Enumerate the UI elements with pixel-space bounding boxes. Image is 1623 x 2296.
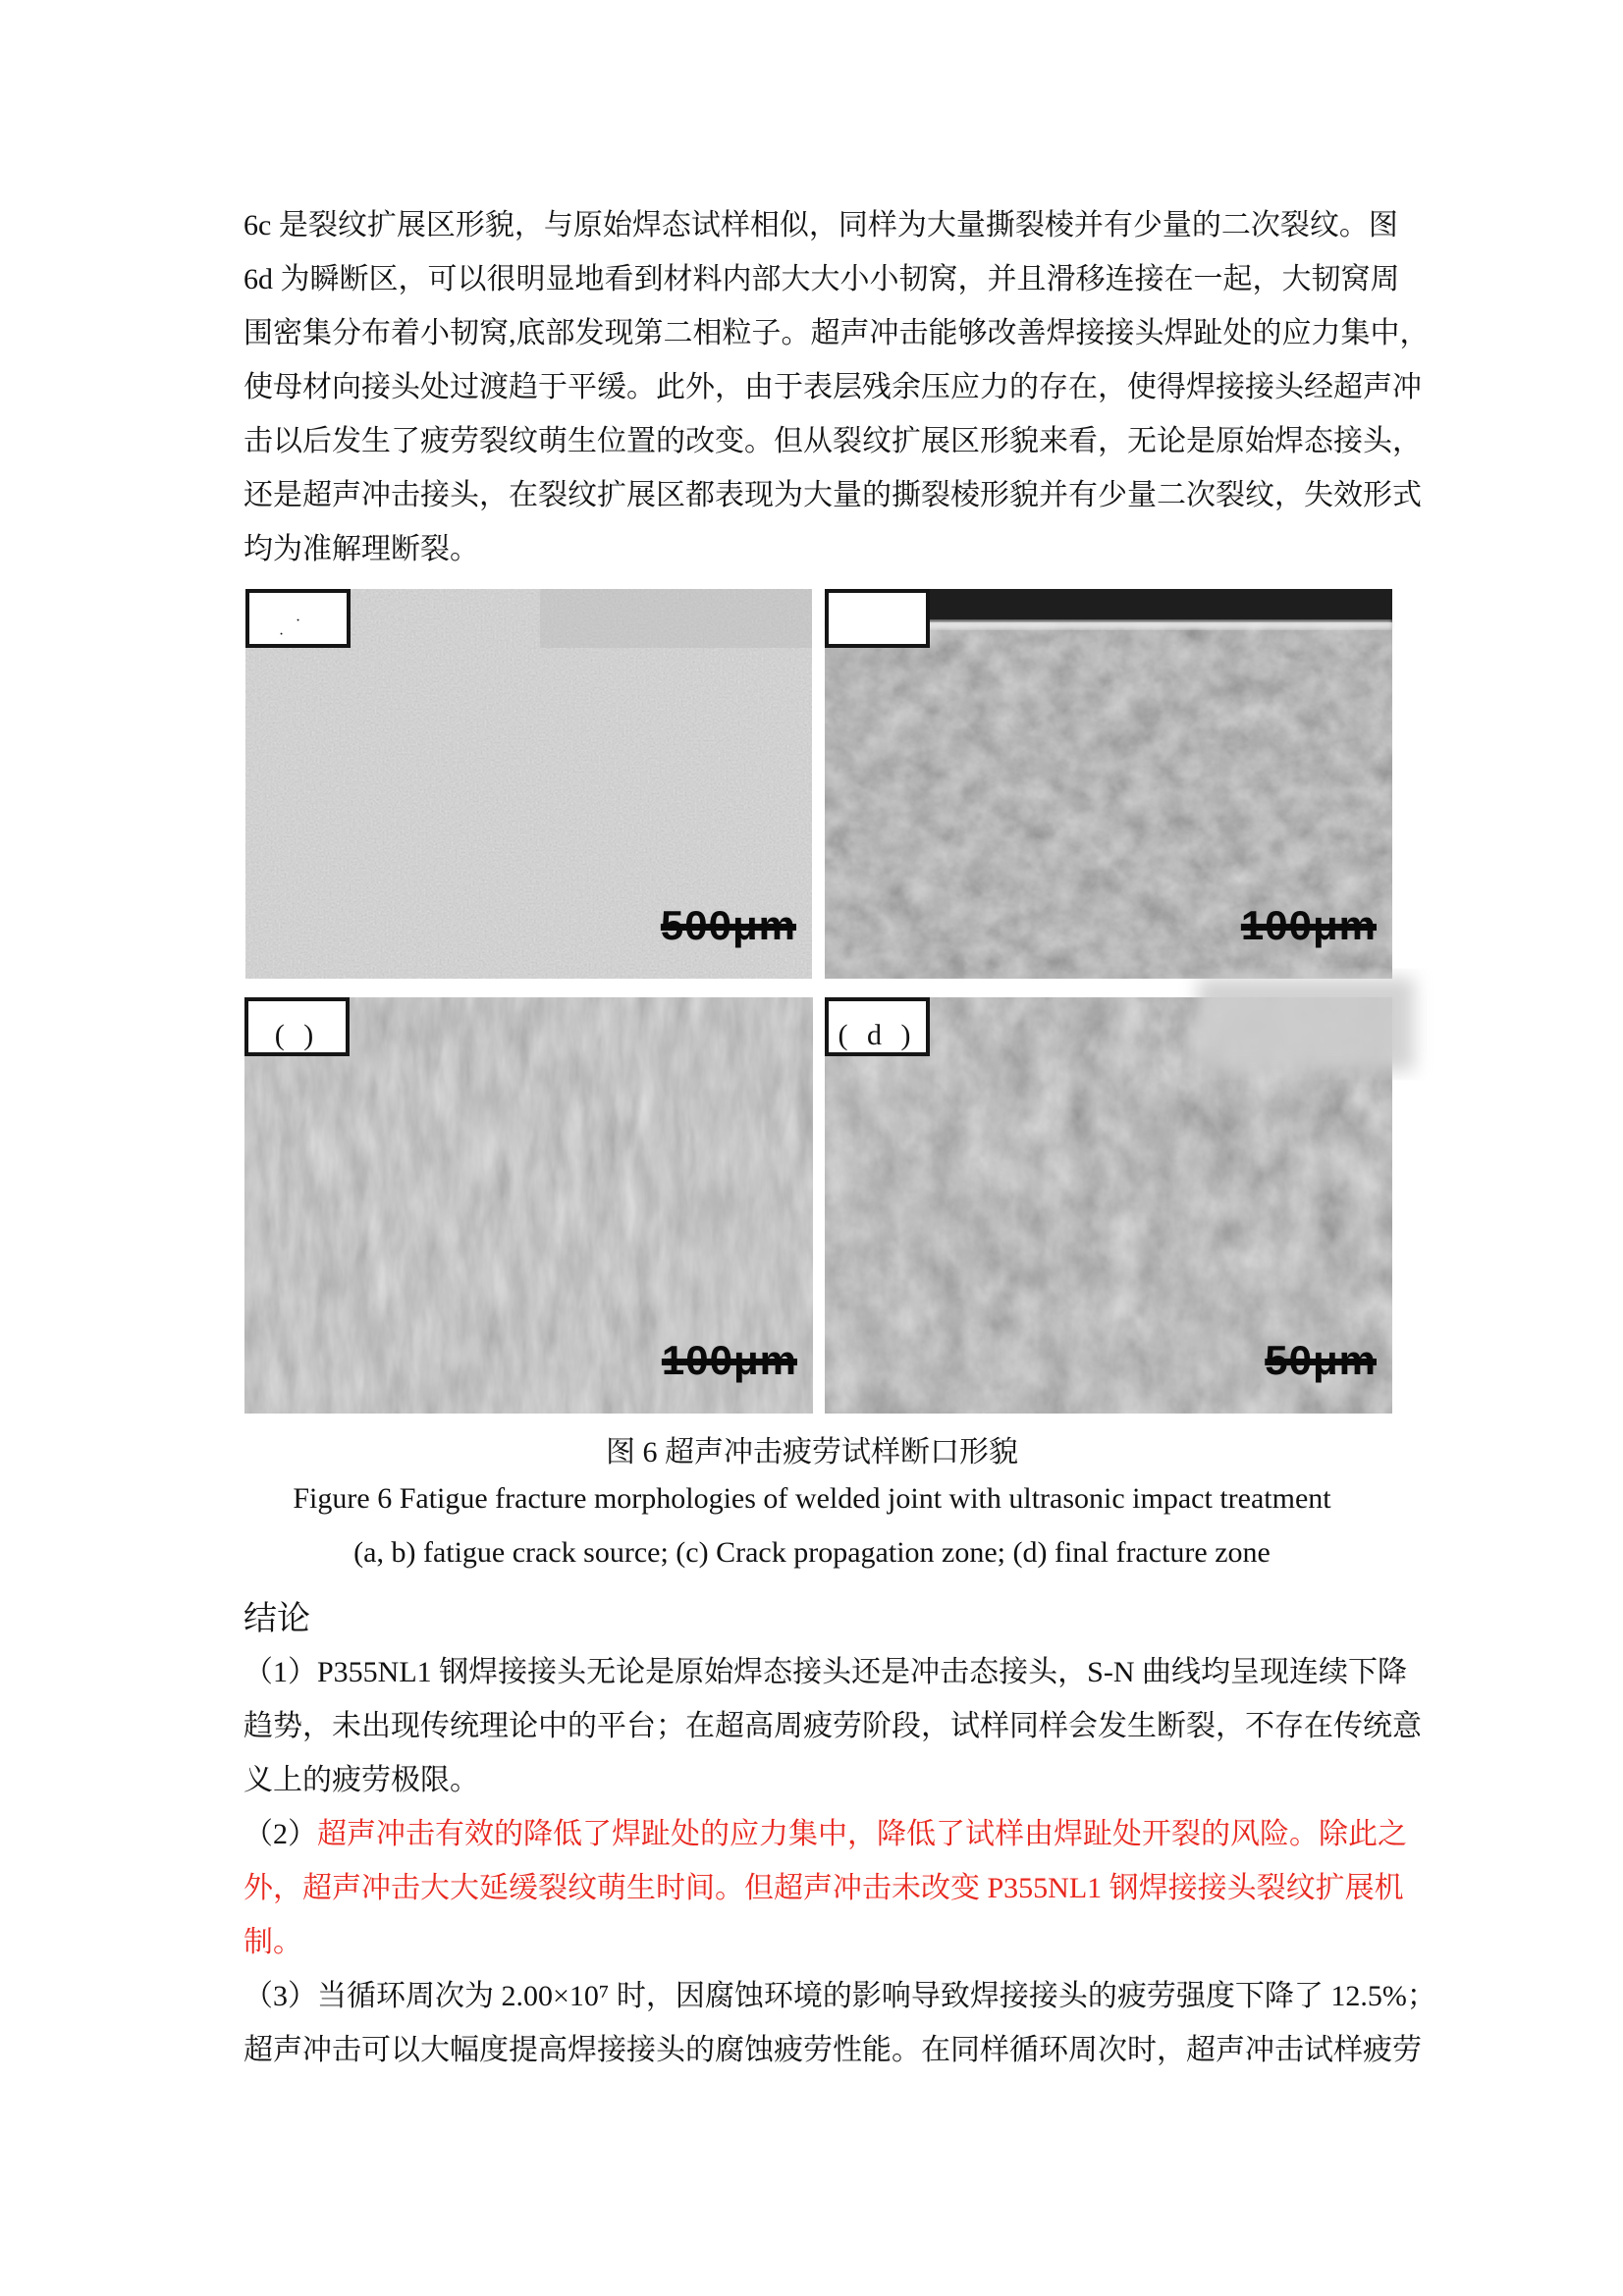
- conclusion-item3-line: （3）当循环周次为 2.00×10⁷ 时，因腐蚀环境的影响导致焊接接头的疲劳强度下降了 12.5%；: [243, 1980, 1436, 2012]
- panel-label-marks-b: [829, 614, 926, 628]
- scale-bar-d: 50μm: [1265, 1337, 1377, 1383]
- item2-red-text: 超声冲击有效的降低了焊趾处的应力集中，降低了试样由焊趾处开裂的风险。除此之: [317, 1818, 1407, 1850]
- conclusion-section: [243, 1594, 1436, 2077]
- scale-bar-c: 100μm: [661, 1337, 797, 1383]
- scale-bar-b: 100μm: [1240, 902, 1377, 948]
- sem-image-b: [825, 589, 1392, 979]
- conclusion-item2-line: 制。: [243, 1926, 302, 1958]
- conclusion-item2-line: 外，超声冲击大大延缓裂纹萌生时间。但超声冲击未改变 P355NL1 钢焊接接头裂纹扩展机: [243, 1872, 1404, 1904]
- conclusion-item1-line: 义上的疲劳极限。: [243, 1764, 479, 1796]
- figure-caption-zh: 图 6 超声冲击疲劳试样断口形貌: [606, 1436, 1018, 1468]
- paragraph-line: 击以后发生了疲劳裂纹萌生位置的改变。但从裂纹扩展区形貌来看，无论是原始焊态接头，: [243, 425, 1422, 457]
- figure-caption-en: Figure 6 Fatigue fracture morphologies of welded joint with ultrasonic impact treatment: [293, 1482, 1331, 1515]
- panel-label-box-b: [825, 589, 930, 648]
- paragraph-line: 还是超声冲击接头，在裂纹扩展区都表现为大量的撕裂棱形貌并有少量二次裂纹，失效形式: [243, 479, 1422, 511]
- conclusion-heading: 结论: [243, 1601, 310, 1637]
- paragraph-line: 6c 是裂纹扩展区形貌，与原始焊态试样相似，同样为大量撕裂棱并有少量的二次裂纹。图: [243, 209, 1398, 241]
- conclusion-item2-line: [243, 1807, 1407, 1861]
- conclusion-item1-line: （1）P355NL1 钢焊接接头无论是原始焊态接头还是冲击态接头，S-N 曲线均呈现连续下降: [243, 1656, 1408, 1688]
- paragraph-top: [243, 198, 1430, 576]
- scale-bar-a: 500μm: [660, 902, 796, 948]
- figure-caption-panels: (a, b) fatigue crack source; (c) Crack propagation zone; (d) final fracture zone: [353, 1536, 1271, 1569]
- paragraph-line: 均为准解理断裂。: [243, 533, 479, 565]
- sem-image-a: [245, 589, 812, 979]
- panel-label-marks-c: ( ): [274, 1019, 320, 1051]
- panel-label-marks-a: · ·: [278, 613, 335, 643]
- conclusion-item3-line: 超声冲击可以大幅度提高焊接接头的腐蚀疲劳性能。在同样循环周次时，超声冲击试样疲劳: [243, 2034, 1422, 2066]
- paragraph-line: 6d 为瞬断区，可以很明显地看到材料内部大大小小韧窝，并且滑移连接在一起，大韧窝周: [243, 263, 1400, 295]
- panel-label-box-d: [825, 997, 930, 1056]
- conclusion-item1-line: 趋势，未出现传统理论中的平台；在超高周疲劳阶段，试样同样会发生断裂，不存在传统意: [243, 1710, 1422, 1742]
- sem-image-c: [244, 997, 813, 1414]
- panel-label-marks-d: ( d ): [838, 1019, 917, 1051]
- paragraph-line: 使母材向接头处过渡趋于平缓。此外，由于表层残余压应力的存在，使得焊接接头经超声冲: [243, 371, 1422, 403]
- item2-number: （2）: [243, 1818, 317, 1850]
- panel-label-box-c: [244, 997, 350, 1056]
- paragraph-line: 围密集分布着小韧窝,底部发现第二相粒子。超声冲击能够改善焊接接头焊趾处的应力集中，: [243, 317, 1430, 349]
- panel-label-box-a: [245, 589, 351, 648]
- sem-image-d: [825, 997, 1392, 1414]
